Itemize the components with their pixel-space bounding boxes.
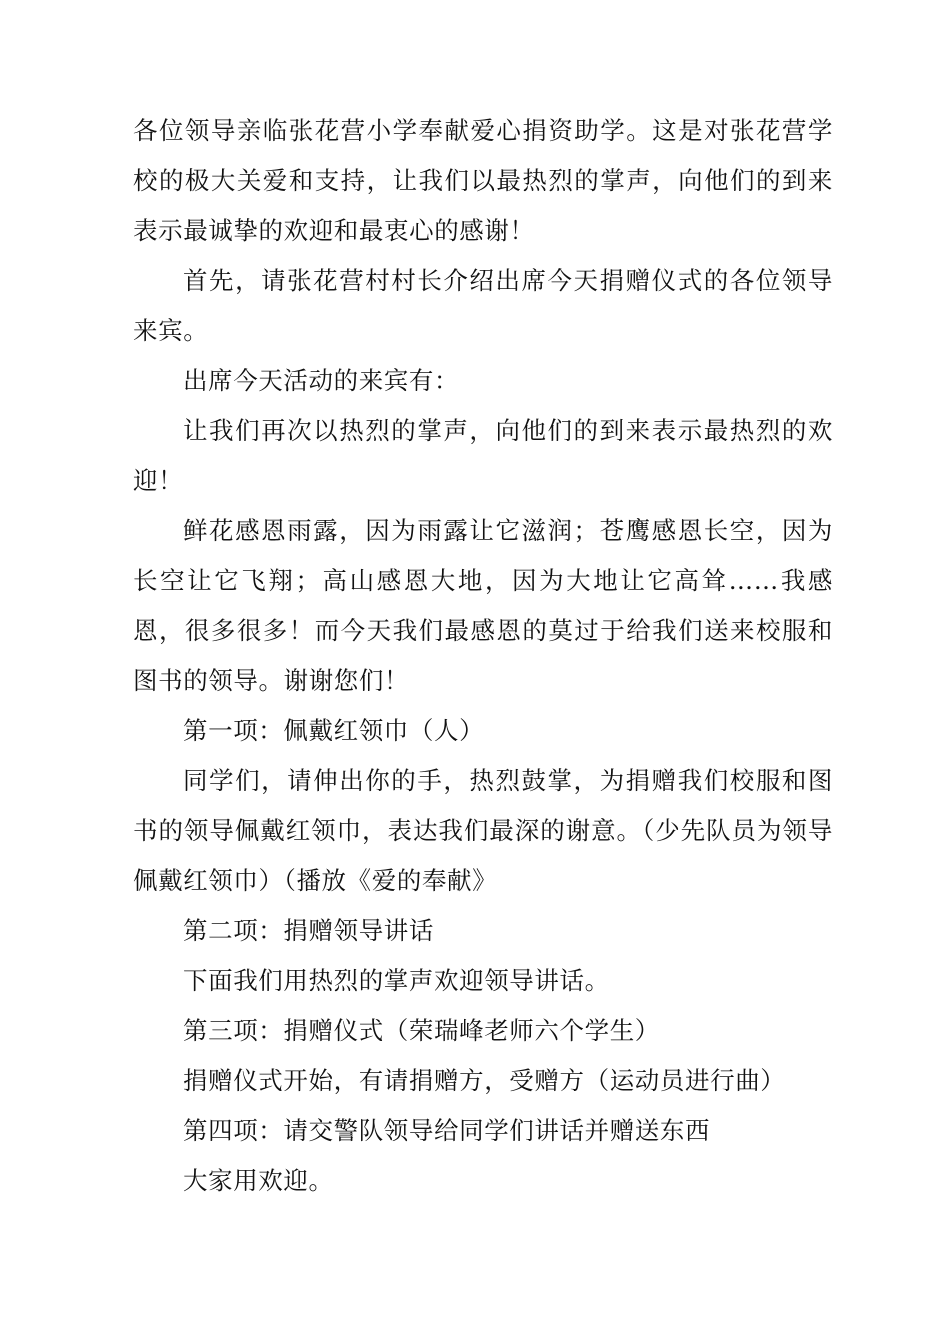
paragraph-donation-start: 捐赠仪式开始，有请捐赠方，受赠方（运动员进行曲） bbox=[183, 1066, 786, 1095]
paragraph-red-scarf: 同学们，请伸出你的手，热烈鼓掌，为捐赠我们校服和图书的领导佩戴红领巾，表达我们最深的谢意。（少先队员为领导佩戴红领巾）（播放《爱的奉献》 bbox=[133, 766, 833, 895]
paragraph-item-two: 第二项：捐赠领导讲话 bbox=[183, 916, 434, 945]
paragraph-item-three: 第三项：捐赠仪式（荣瑞峰老师六个学生） bbox=[183, 1016, 660, 1045]
paragraph-leader-speech: 下面我们用热烈的掌声欢迎领导讲话。 bbox=[183, 966, 610, 995]
paragraph-introduce-guests: 首先，请张花营村村长介绍出席今天捐赠仪式的各位领导来宾。 bbox=[133, 266, 833, 345]
paragraph-item-one: 第一项：佩戴红领巾（人） bbox=[183, 716, 485, 745]
paragraph-closing: 大家用欢迎。 bbox=[183, 1166, 334, 1195]
paragraph-item-four: 第四项：请交警队领导给同学们讲话并赠送东西 bbox=[183, 1116, 711, 1145]
paragraph-welcome-again: 让我们再次以热烈的掌声，向他们的到来表示最热烈的欢迎！ bbox=[133, 416, 833, 495]
paragraph-opening: 各位领导亲临张花营小学奉献爱心捐资助学。这是对张花营学校的极大关爱和支持，让我们以最热烈的掌声，向他们的到来表示最诚挚的欢迎和最衷心的感谢！ bbox=[133, 116, 833, 245]
document-body bbox=[133, 106, 833, 1206]
paragraph-gratitude: 鲜花感恩雨露，因为雨露让它滋润；苍鹰感恩长空，因为长空让它飞翔；高山感恩大地，因为大地让它高耸……我感恩，很多很多！而今天我们最感恩的莫过于给我们送来校服和图书的领导。谢谢您们！ bbox=[133, 516, 833, 695]
paragraph-guests-present: 出席今天活动的来宾有： bbox=[183, 366, 460, 395]
